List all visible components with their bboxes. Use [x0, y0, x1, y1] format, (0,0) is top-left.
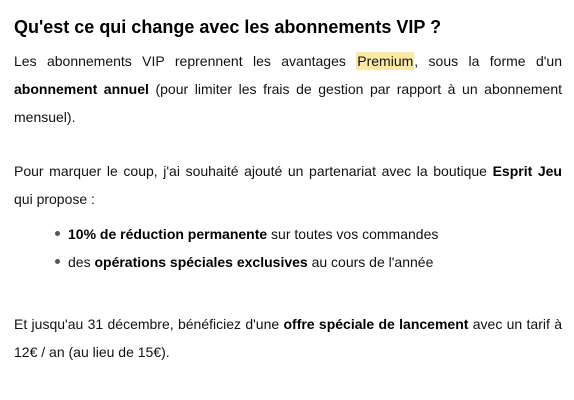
text: Les abonnements VIP reprennent les avantages — [14, 53, 357, 69]
bold-launch-offer: offre spéciale de lancement — [283, 316, 469, 332]
text: avec un tarif à 12€ / an (au lieu de 15€). — [14, 316, 562, 360]
text: Et jusqu'au 31 décembre, bénéficiez d'une — [14, 316, 284, 332]
text: (pour limiter les frais de gestion par rapport à un abonnement mensuel). — [14, 81, 563, 125]
highlighted-premium: Premium — [357, 53, 414, 69]
section-heading: Qu'est ce qui change avec les abonnements VIP ? — [14, 17, 442, 37]
paragraph-partnership — [14, 157, 562, 213]
text: qui propose : — [14, 191, 95, 207]
text: , sous la forme d'un — [414, 53, 562, 69]
text: des — [68, 254, 95, 270]
bullet-icon — [55, 231, 60, 236]
bold-annual-subscription: abonnement annuel — [14, 81, 149, 97]
benefits-list — [14, 220, 562, 276]
bold-text: opérations spéciales exclusives — [94, 254, 308, 270]
bold-text: 10% de réduction permanente — [68, 226, 268, 242]
paragraph-vip-intro — [14, 47, 562, 131]
text: Pour marquer le coup, j'ai souhaité ajouté un partenariat avec la boutique — [14, 163, 493, 179]
bullet-icon — [55, 259, 60, 264]
list-item — [50, 248, 562, 276]
bold-shop-name: Esprit Jeu — [492, 163, 562, 179]
paragraph-launch-offer — [14, 310, 562, 366]
list-item — [50, 220, 562, 248]
text: sur toutes vos commandes — [267, 226, 439, 242]
text: au cours de l'année — [307, 254, 434, 270]
